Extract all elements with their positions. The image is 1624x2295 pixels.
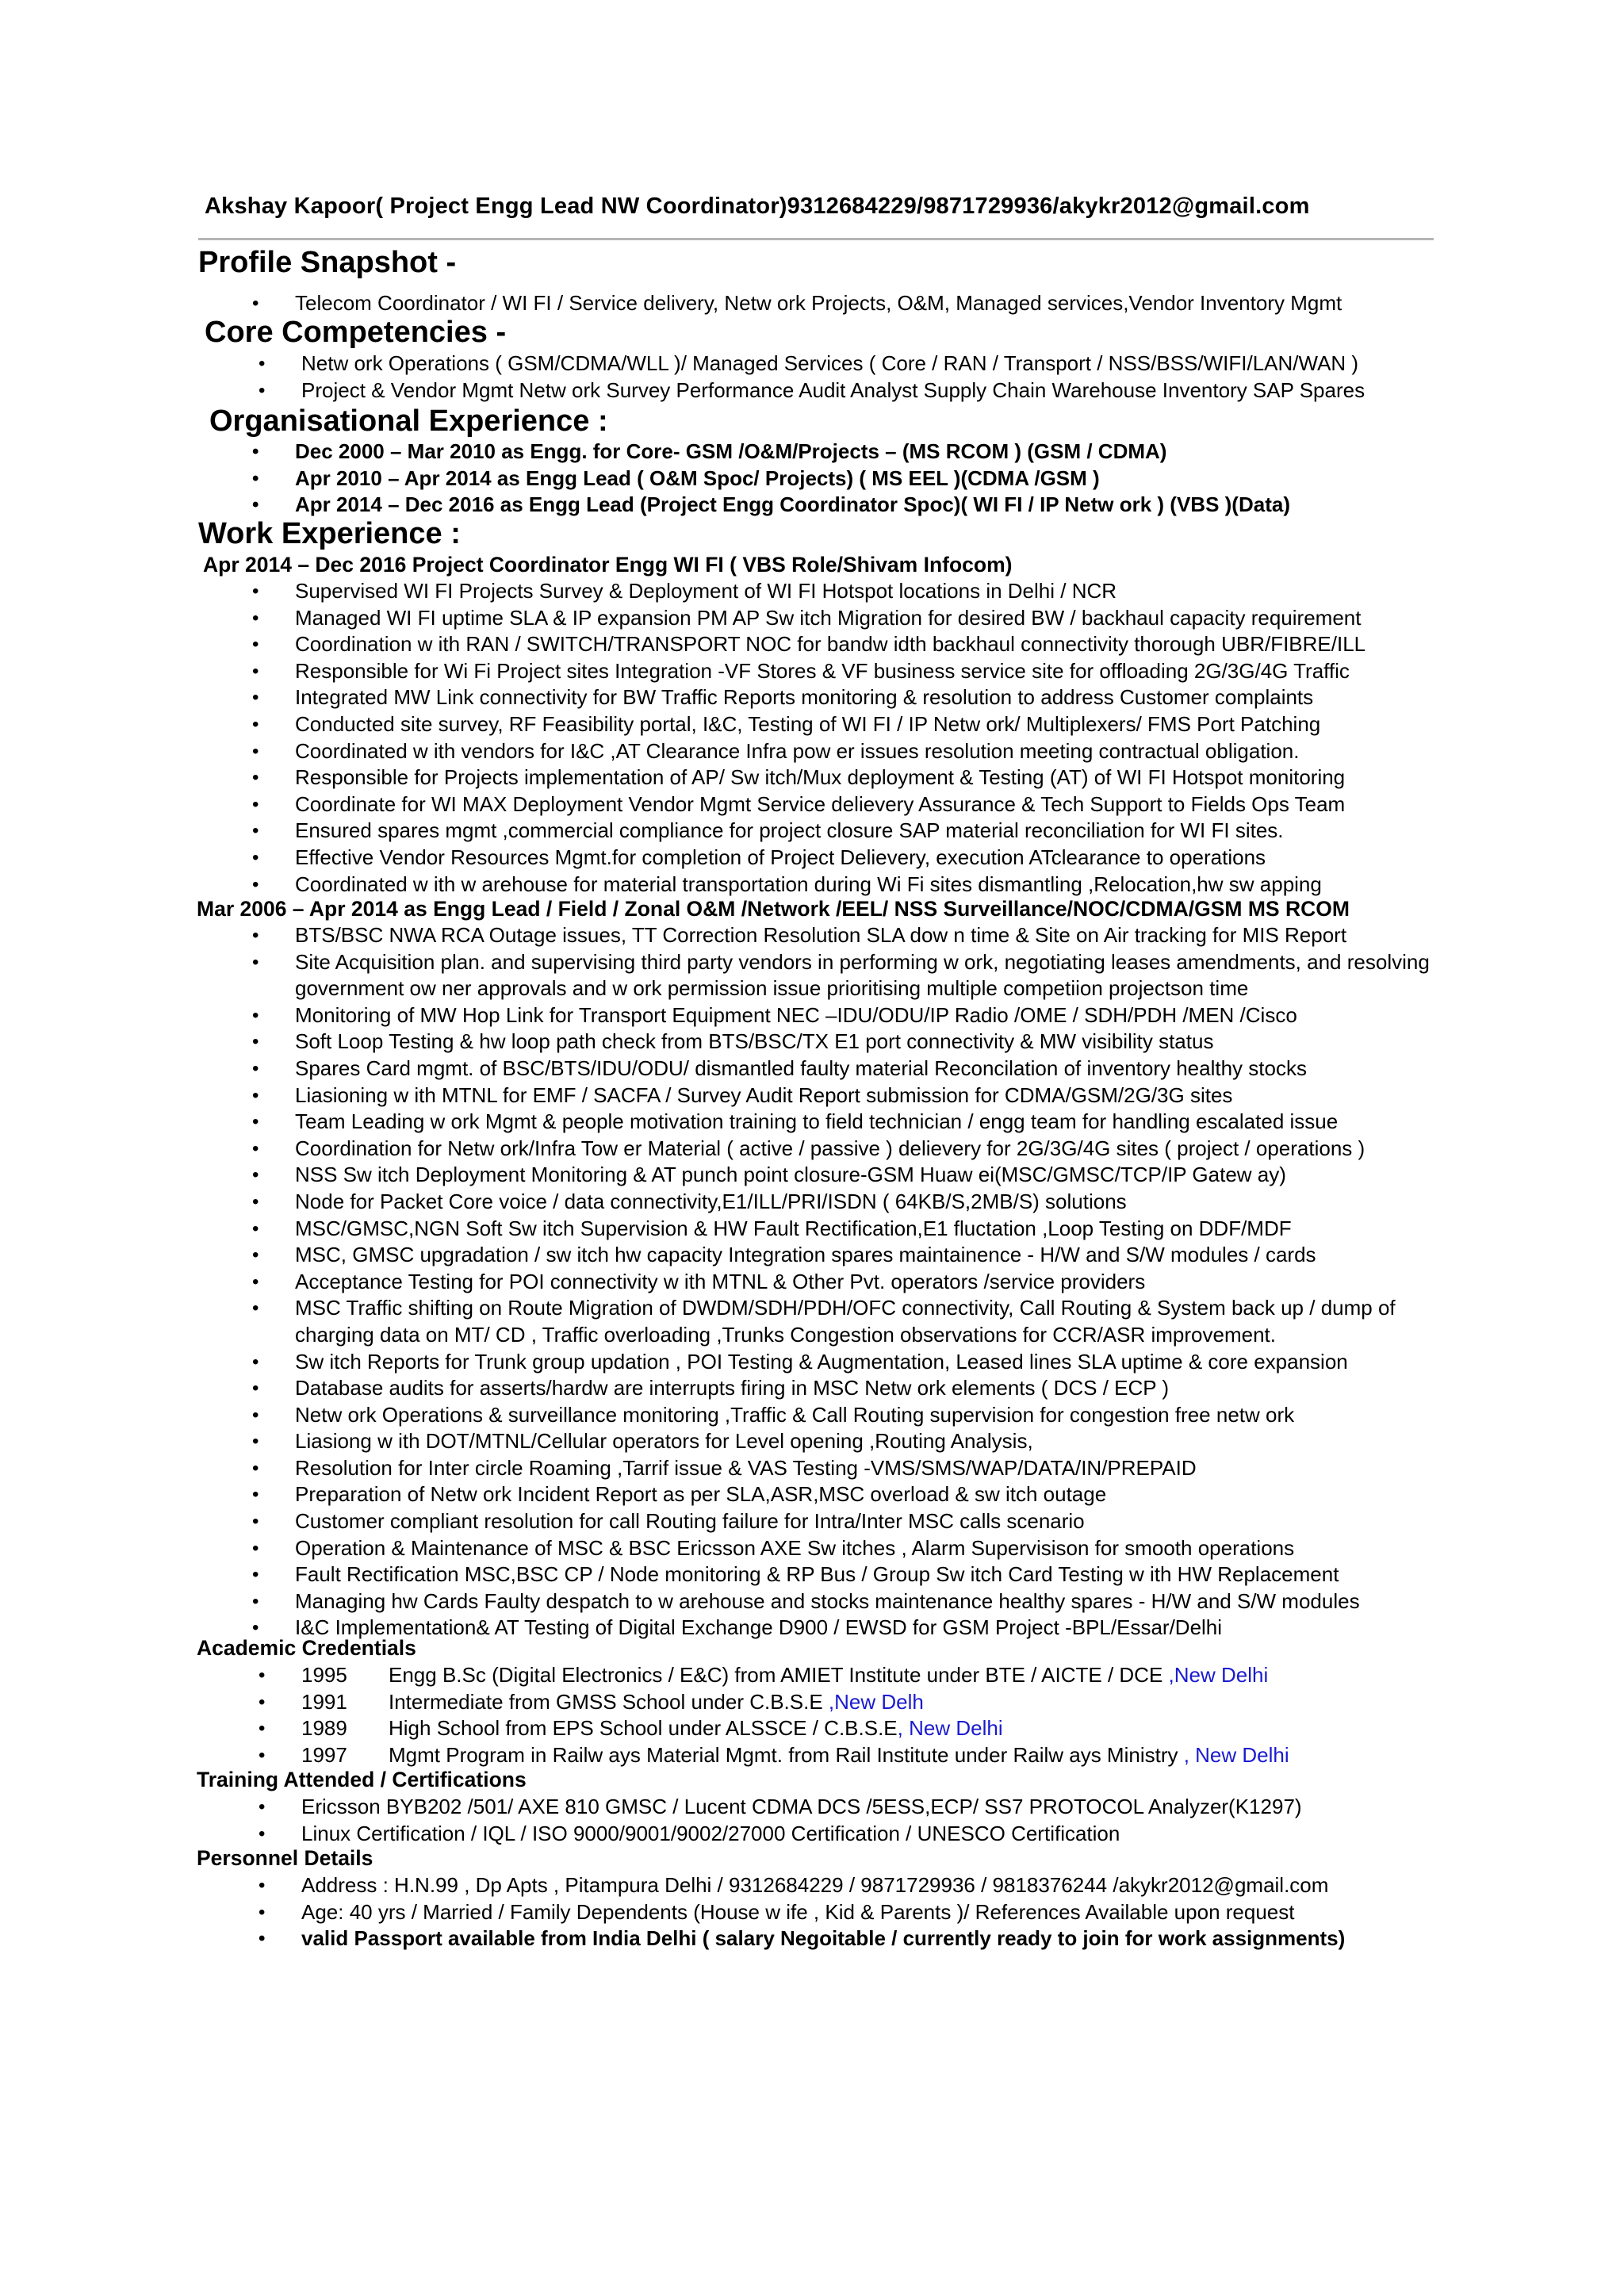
list-item: • Coordinated w ith w arehouse for material transportation during Wi Fi sites dismantling ,Relocation,hw sw apping	[295, 872, 1564, 898]
list-item: • NSS Sw itch Deployment Monitoring & AT punch point closure-GSM Huaw ei(MSC/GMSC/TCP/IP Gatew ay)	[295, 1162, 1564, 1189]
list-item: • Responsible for Projects implementation of AP/ Sw itch/Mux deployment & Testing (AT) of WI FI Hotspot monitoring	[295, 764, 1564, 791]
academic-detail: Intermediate from GMSS School under C.B.S.E	[389, 1689, 829, 1714]
organisational-heading: Organisational Experience :	[209, 404, 608, 438]
list-item: • MSC/GMSC,NGN Soft Sw itch Supervision & HW Fault Rectification,E1 fluctation ,Loop Testing on DDF/MDF	[295, 1216, 1564, 1243]
list-item: • Coordinated w ith vendors for I&C ,AT Clearance Infra pow er issues resolution meeting contractual obligation.	[295, 738, 1564, 765]
list-item	[301, 1689, 1570, 1716]
list-item: • Dec 2000 – Mar 2010 as Engg. for Core- GSM /O&M/Projects – (MS RCOM ) (GSM / CDMA)	[295, 439, 1564, 466]
personnel-heading: Personnel Details	[197, 1846, 373, 1870]
list-item: • Integrated MW Link connectivity for BW Traffic Reports monitoring & resolution to address Customer complaints	[295, 684, 1564, 711]
role-2-heading: Mar 2006 – Apr 2014 as Engg Lead / Field / Zonal O&M /Network /EEL/ NSS Surveillance/NOC/CDMA/GSM MS RCOM	[197, 897, 1350, 921]
organisational-list	[295, 439, 1564, 519]
list-item: • MSC Traffic shifting on Route Migration of DWDM/SDH/PDH/OFC connectivity, Call Routing & System back up / dump of charging data on MT/ CD , Traffic overloading ,Trunks Congestion observations for CCR/ASR improvement.	[295, 1295, 1431, 1348]
list-item: • Acceptance Testing for POI connectivity w ith MTNL & Other Pvt. operators /service providers	[295, 1269, 1564, 1296]
academic-year: 1997	[301, 1742, 347, 1767]
list-item: • I&C Implementation& AT Testing of Digital Exchange D900 / EWSD for GSM Project -BPL/Essar/Delhi	[295, 1615, 1564, 1642]
list-item: • Address : H.N.99 , Dp Apts , Pitampura Delhi / 9312684229 / 9871729936 / 9818376244 /akykr2012@gmail.com	[301, 1872, 1570, 1899]
list-item: • Site Acquisition plan. and supervising third party vendors in performing w ork, negotiating leases amendments, and resolving government ow ner approvals and w ork permission issue prioritising multiple competiion projectson time	[295, 949, 1431, 1002]
academic-year: 1989	[301, 1716, 347, 1741]
list-item: • Netw ork Operations & surveillance monitoring ,Traffic & Call Routing supervision for congestion free netw ork	[295, 1402, 1564, 1429]
list-item: • Coordination for Netw ork/Infra Tow er Material ( active / passive ) delievery for 2G/3G/4G sites ( project / operations )	[295, 1136, 1564, 1163]
academic-place: ,New Delh	[828, 1689, 924, 1714]
list-item: • Apr 2010 – Apr 2014 as Engg Lead ( O&M Spoc/ Projects) ( MS EEL )(CDMA /GSM )	[295, 466, 1564, 492]
list-item: • Ericsson BYB202 /501/ AXE 810 GMSC / Lucent CDMA DCS /5ESS,ECP/ SS7 PROTOCOL Analyzer(K1297)	[301, 1794, 1570, 1821]
list-item: • Managing hw Cards Faulty despatch to w arehouse and stocks maintenance healthy spares - H/W and S/W modules	[295, 1588, 1564, 1615]
list-item: • Sw itch Reports for Trunk group updation , POI Testing & Augmentation, Leased lines SLA uptime & core expansion	[295, 1349, 1564, 1376]
academic-detail: High School from EPS School under ALSSCE / C.B.S.E	[389, 1716, 898, 1741]
list-item: • Operation & Maintenance of MSC & BSC Ericsson AXE Sw itches , Alarm Supervisison for smooth operations	[295, 1535, 1564, 1562]
training-list	[301, 1794, 1570, 1847]
role-1-heading: Apr 2014 – Dec 2016 Project Coordinator Engg WI FI ( VBS Role/Shivam Infocom)	[203, 553, 1013, 577]
competencies-list	[301, 351, 1570, 404]
list-item: • Liasioning w ith MTNL for EMF / SACFA / Survey Audit Report submission for CDMA/GSM/2G/3G sites	[295, 1082, 1564, 1109]
list-item	[301, 1662, 1570, 1689]
list-item: • Preparation of Netw ork Incident Report as per SLA,ASR,MSC overload & sw itch outage	[295, 1481, 1564, 1508]
list-item: • Age: 40 yrs / Married / Family Dependents (House w ife , Kid & Parents )/ References Available upon request	[301, 1899, 1570, 1926]
list-item: • Team Leading w ork Mgmt & people motivation training to field technician / engg team for handling escalated issue	[295, 1109, 1564, 1136]
academic-list	[301, 1662, 1570, 1768]
list-item: • BTS/BSC NWA RCA Outage issues, TT Correction Resolution SLA dow n time & Site on Air tracking for MIS Report	[295, 922, 1564, 949]
training-heading: Training Attended / Certifications	[197, 1768, 527, 1791]
list-item	[301, 1715, 1570, 1742]
list-item: • Monitoring of MW Hop Link for Transport Equipment NEC –IDU/ODU/IP Radio /OME / SDH/PDH /MEN /Cisco	[295, 1002, 1564, 1029]
header-divider	[198, 238, 1434, 240]
academic-place: ,New Delhi	[1168, 1663, 1269, 1687]
list-item: • Netw ork Operations ( GSM/CDMA/WLL )/ Managed Services ( Core / RAN / Transport / NSS/BSS/WIFI/LAN/WAN )	[301, 351, 1570, 377]
list-item: • Managed WI FI uptime SLA & IP expansion PM AP Sw itch Migration for desired BW / backhaul capacity requirement	[295, 605, 1564, 632]
academic-year: 1991	[301, 1689, 347, 1714]
list-item: • Liasiong w ith DOT/MTNL/Cellular operators for Level opening ,Routing Analysis,	[295, 1428, 1564, 1455]
list-item: • Customer compliant resolution for call Routing failure for Intra/Inter MSC calls scenario	[295, 1508, 1564, 1535]
resume-header: Akshay Kapoor( Project Engg Lead NW Coordinator)9312684229/9871729936/akykr2012@gmail.com	[205, 193, 1310, 219]
academic-place: , New Delhi	[1183, 1742, 1289, 1767]
work-heading: Work Experience :	[198, 517, 461, 550]
list-item: • Telecom Coordinator / WI FI / Service delivery, Netw ork Projects, O&M, Managed services,Vendor Inventory Mgmt	[295, 290, 1564, 317]
list-item: • Soft Loop Testing & hw loop path check from BTS/BSC/TX E1 port connectivity & MW visibility status	[295, 1029, 1564, 1056]
list-item: • valid Passport available from India Delhi ( salary Negoitable / currently ready to join for work assignments)	[301, 1925, 1570, 1952]
list-item: • Project & Vendor Mgmt Netw ork Survey Performance Audit Analyst Supply Chain Warehouse Inventory SAP Spares	[301, 377, 1570, 404]
list-item: • Node for Packet Core voice / data connectivity,E1/ILL/PRI/ISDN ( 64KB/S,2MB/S) solutions	[295, 1189, 1564, 1216]
academic-year: 1995	[301, 1663, 347, 1687]
academic-heading: Academic Credentials	[197, 1636, 416, 1660]
personnel-list	[301, 1872, 1570, 1952]
competencies-heading: Core Competencies -	[205, 316, 507, 349]
list-item: • Resolution for Inter circle Roaming ,Tarrif issue & VAS Testing -VMS/SMS/WAP/DATA/IN/PREPAID	[295, 1455, 1564, 1482]
list-item: • Fault Rectification MSC,BSC CP / Node monitoring & RP Bus / Group Sw itch Card Testing w ith HW Replacement	[295, 1561, 1564, 1588]
academic-place: , New Delhi	[897, 1716, 1003, 1741]
role-2-list	[295, 922, 1564, 1642]
list-item: • MSC, GMSC upgradation / sw itch hw capacity Integration spares maintainence - H/W and S/W modules / cards	[295, 1242, 1564, 1269]
list-item: • Coordination w ith RAN / SWITCH/TRANSPORT NOC for bandw idth backhaul connectivity thorough UBR/FIBRE/ILL	[295, 631, 1564, 658]
list-item: • Linux Certification / IQL / ISO 9000/9001/9002/27000 Certification / UNESCO Certification	[301, 1821, 1570, 1848]
role-1-list	[295, 578, 1564, 898]
list-item	[301, 1742, 1570, 1769]
list-item: • Responsible for Wi Fi Project sites Integration -VF Stores & VF business service site for offloading 2G/3G/4G Traffic	[295, 658, 1564, 685]
list-item: • Effective Vendor Resources Mgmt.for completion of Project Delievery, execution ATclearance to operations	[295, 845, 1564, 872]
profile-list	[295, 290, 1564, 317]
list-item: • Database audits for asserts/hardw are interrupts firing in MSC Netw ork elements ( DCS / ECP )	[295, 1375, 1564, 1402]
academic-detail: Mgmt Program in Railw ays Material Mgmt. from Rail Institute under Railw ays Ministry	[389, 1742, 1184, 1767]
list-item: • Conducted site survey, RF Feasibility portal, I&C, Testing of WI FI / IP Netw ork/ Multiplexers/ FMS Port Patching	[295, 711, 1564, 738]
profile-heading: Profile Snapshot -	[198, 246, 457, 279]
list-item: • Ensured spares mgmt ,commercial compliance for project closure SAP material reconciliation for WI FI sites.	[295, 818, 1564, 845]
list-item: • Apr 2014 – Dec 2016 as Engg Lead (Project Engg Coordinator Spoc)( WI FI / IP Netw ork ) (VBS )(Data)	[295, 492, 1564, 519]
list-item: • Spares Card mgmt. of BSC/BTS/IDU/ODU/ dismantled faulty material Reconcilation of inventory healthy stocks	[295, 1056, 1564, 1082]
academic-detail: Engg B.Sc (Digital Electronics / E&C) from AMIET Institute under BTE / AICTE / DCE	[389, 1663, 1169, 1687]
list-item: • Coordinate for WI MAX Deployment Vendor Mgmt Service delievery Assurance & Tech Support to Fields Ops Team	[295, 791, 1564, 818]
list-item: • Supervised WI FI Projects Survey & Deployment of WI FI Hotspot locations in Delhi / NCR	[295, 578, 1564, 605]
